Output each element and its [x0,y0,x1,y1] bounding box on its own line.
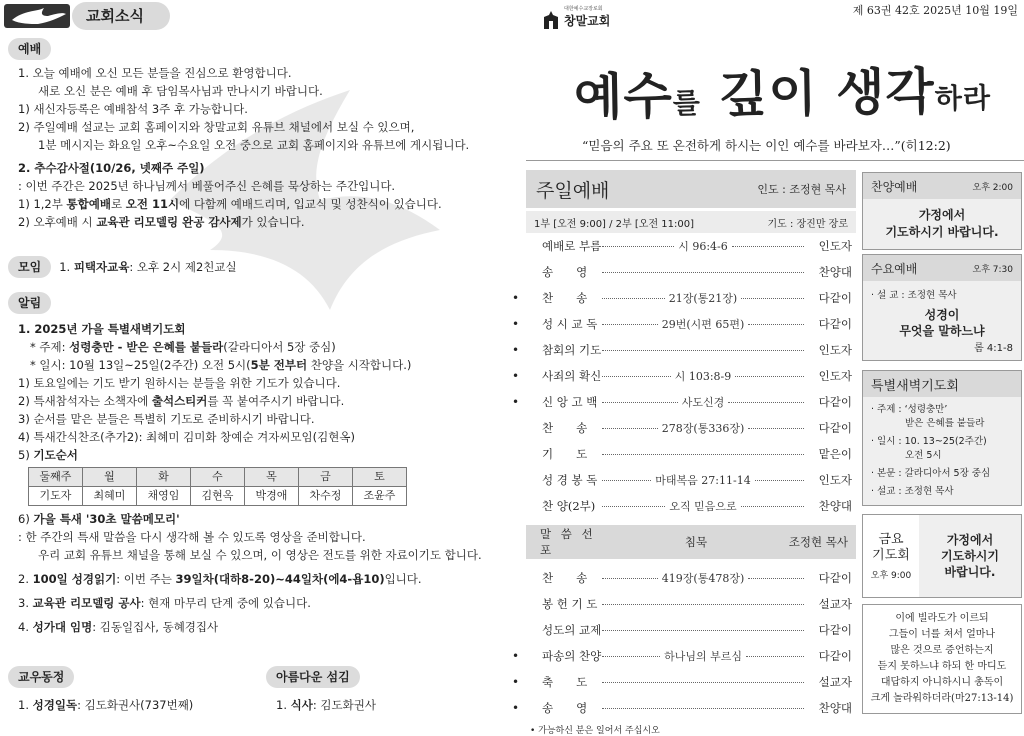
worship-news-body [8,64,469,231]
table-cell: 채영임 [137,487,191,506]
praise-note: 기도하시기 바랍니다. [885,225,999,239]
divider [526,160,1024,161]
leader-dots [728,402,804,403]
leader-dots [741,298,804,299]
order-row [512,285,856,311]
leader-dots [602,324,658,325]
wednesday-sermon: 무엇을 말하느냐 [899,324,985,338]
wednesday-time: 오후 7:30 [972,264,1013,275]
table-cell: 월 [83,468,137,487]
worship-order-list-2 [512,565,856,721]
special-line: · 본문 : 갈라디아서 5장 중심 [871,468,991,479]
order-detail: 하나님의 부르심 [664,650,742,663]
friday-title: 금요 [878,531,904,547]
wednesday-worship-box [862,254,1022,361]
news-header [4,2,170,30]
friday-note: 바랍니다. [944,565,996,579]
sermon-title: 침묵 [684,535,708,549]
order-person: 설교자 [818,597,852,611]
table-cell: 최혜미 [83,487,137,506]
worship-leader: 인도 : 조정현 목사 [757,183,846,196]
order-content [598,272,808,273]
order-detail: 시 96:4-6 [678,240,728,253]
order-content [598,498,808,514]
bullet-icon: • [512,701,520,715]
order-name: 봉 헌 기 도 [542,597,598,611]
special-title: 특별새벽기도회 [871,378,959,394]
order-row [526,415,856,441]
members-line: 1. 성경일독: 김도화권사(737번째) [18,698,194,712]
order-name: 사죄의 확신 [542,369,602,383]
order-person: 인도자 [818,473,852,487]
order-person: 설교자 [818,675,852,689]
bullet-icon: • [512,675,520,689]
order-row [526,617,856,643]
sunday-worship [512,170,856,736]
leader-dots [602,604,804,605]
order-person: 다같이 [818,291,852,305]
notice-line: 1. 2025년 가을 특별새벽기도회 [18,322,186,336]
news-line: 1분 메시지는 화요일 오후~수요일 오전 중으로 교회 홈페이지와 유튜브에 게시됩니다. [38,138,470,152]
leader-dots [602,682,804,683]
order-person: 찬양대 [818,265,852,279]
order-name: 찬 송 [542,571,588,585]
prayer-leader: 기도 : 장진만 장로 [767,218,848,230]
order-person: 찬양대 [818,499,852,513]
order-row [512,389,856,415]
leader-dots [748,324,804,325]
sunday-worship-title: 주일예배 [536,179,610,202]
leader-dots [602,454,804,455]
order-content [598,604,808,605]
table-row [29,468,407,487]
notice-line: 3) 순서를 맡은 분들은 특별히 기도로 준비하시기 바랍니다. [18,412,315,426]
order-person: 인도자 [818,369,852,383]
notice-line: * 주제: 성령충만 - 받은 은혜를 붙들라(갈라디아서 5장 중심) [30,340,336,354]
order-row [526,259,856,285]
praise-worship-box [862,172,1022,250]
order-row [512,643,856,669]
praise-note: 가정에서 [918,208,966,222]
order-name: 찬 양(2부) [542,499,596,513]
leader-dots [602,506,665,507]
wednesday-preacher: · 설 교 : 조정현 목사 [871,290,957,301]
news-line: 2) 주일예배 설교는 교회 홈페이지와 창말교회 유튜브 채널에서 보실 수 있으며, [18,120,415,134]
order-row [512,695,856,721]
notice-line: 2) 특새참석자는 소책자에 출석스티커를 꼭 붙여주시기 바랍니다. [18,394,345,408]
leader-dots [602,350,804,351]
members-label: 교우동정 [8,666,74,688]
table-cell: 김현옥 [191,487,245,506]
order-name: 송 영 [542,265,588,279]
order-person: 다같이 [818,317,852,331]
church-icon [542,11,560,29]
friday-prayer-box [862,514,1022,598]
order-detail: 시 103:8-9 [674,370,732,383]
bullet-icon: • [512,369,520,383]
worship-times [526,211,856,233]
service-line: 1. 식사: 김도화권사 [276,698,376,712]
special-line: 받은 은혜를 붙들라 [905,418,985,429]
bullet-icon: • [512,395,520,409]
meeting-label: 모임 [8,256,51,278]
special-line: · 일시 : 10. 13~25(2주간) [871,436,987,447]
bullet-icon: • [512,317,520,331]
bulletin-title: 예수를 깊이 생각하라 [573,61,992,127]
order-row [526,493,856,519]
notice-line: 4. 성가대 임명: 김동일집사, 동혜경집사 [18,620,219,634]
order-person: 인도자 [818,239,852,253]
order-content [598,238,808,254]
praise-title: 찬양예배 [871,179,918,194]
news-line: 2) 오후예배 시 교육관 리모델링 완공 감사제가 있습니다. [18,215,305,229]
worship-order-list [512,233,856,519]
special-line: · 설교 : 조정현 목사 [871,486,954,497]
table-cell: 화 [137,468,191,487]
order-name: 찬 송 [542,291,588,305]
news-line: 1) 1,2부 통합예배로 오전 11시에 다함께 예배드리며, 입교식 및 성찬식이 있습니다. [18,197,442,211]
news-line: 1. 오늘 예배에 오신 모든 분들을 진심으로 환영합니다. [18,66,292,80]
order-row [512,669,856,695]
order-name: 신 앙 고 백 [542,395,598,409]
notice-line: 1) 토요일에는 기도 받기 원하시는 분들을 위한 기도가 있습니다. [18,376,341,390]
friday-note: 가정에서 [946,533,994,547]
scripture-line: 크게 놀라워하더라(마27:13-14) [870,693,1014,704]
scripture-line: 그들이 너를 쳐서 얼마나 [888,629,996,640]
order-person: 다같이 [818,623,852,637]
notice-line: 2. 100일 성경읽기: 이번 주는 39일차(대하8-20)~44일차(에4-욥10)입니다. [18,572,422,586]
leader-dots [735,376,804,377]
wednesday-sermon: 성경이 [924,308,960,322]
news-line: : 이번 주간은 2025년 하나님께서 베풀어주신 은혜를 묵상하는 주간입니다. [18,179,396,193]
prayer-order-table [28,467,407,506]
order-row [512,363,856,389]
order-content [598,454,808,455]
scripture-line: 듣지 못하느냐 하되 한 마디도 [877,661,1007,672]
leader-dots [602,376,671,377]
scripture-line: 많은 것으로 증언하는지 [890,645,994,656]
special-line: · 주제 : ‘성령충만’ [871,404,948,415]
praise-time: 오후 2:00 [972,182,1013,193]
special-line: 오전 5시 [905,450,942,461]
order-detail: 278장(통336장) [661,422,745,435]
order-person: 인도자 [818,343,852,357]
leader-dots [755,480,804,481]
notice-line: 5) 기도순서 [18,448,78,462]
table-cell: 수 [191,468,245,487]
order-content [598,708,808,709]
table-cell: 둘째주 [29,468,83,487]
news-title: 교회소식 [72,2,170,30]
order-content [598,368,808,384]
table-cell: 목 [245,468,299,487]
order-name: 축 도 [542,675,588,689]
notice-line: : 한 주간의 특새 말씀을 다시 생각해 볼 수 있도록 영상을 준비합니다. [18,530,366,544]
order-name: 찬 송 [542,421,588,435]
order-person: 찬양대 [818,701,852,715]
sermon-bar [526,525,856,559]
order-content [598,570,808,586]
leader-dots [602,656,660,657]
order-detail: 21장(통21장) [668,292,738,305]
order-person: 다같이 [818,649,852,663]
church-news-page [0,0,512,720]
leader-dots [741,506,804,507]
bullet-icon: • [512,343,520,357]
leader-dots [602,272,804,273]
leader-dots [602,708,804,709]
order-person: 다같이 [818,421,852,435]
leader-dots [602,630,804,631]
leader-dots [748,428,804,429]
stand-note: • 가능하신 분은 일어서 주십시오 [530,726,660,736]
leader-dots [602,246,674,247]
scripture-line: 이에 빌라도가 이르되 [895,613,989,624]
order-content [598,682,808,683]
order-name: 기 도 [542,447,588,461]
table-cell: 조윤주 [353,487,407,506]
order-name: 파송의 찬양 [542,649,602,663]
order-content [598,290,808,306]
table-row [29,487,407,506]
order-row [526,441,856,467]
news-line: 1) 새신자등록은 예배참석 3주 후 가능합니다. [18,102,248,116]
order-row [512,311,856,337]
order-row [526,233,856,259]
notice-label: 알림 [8,292,51,314]
order-detail: 29번(시편 65편) [661,318,745,331]
order-row [526,467,856,493]
notice-section [8,292,51,314]
news-line: 새로 오신 분은 예배 후 담임목사님과 만나시기 바랍니다. [38,84,323,98]
order-person: 다같이 [818,395,852,409]
order-name: 성 경 봉 독 [542,473,598,487]
dove-logo-icon [4,4,70,28]
table-cell: 차수정 [299,487,353,506]
wednesday-title: 수요예배 [871,261,918,276]
meeting-line: 1. 피택자교육: 오후 2시 제2친교실 [59,260,237,274]
order-person: 맡은이 [818,447,852,461]
theme-verse: “믿음의 주요 또 온전하게 하시는 이인 예수를 바라보자…”(히12:2) [582,138,951,153]
table-cell: 기도자 [29,487,83,506]
order-name: 성도의 교제 [542,623,602,637]
order-name: 송 영 [542,701,588,715]
service-times: 1부 [오전 9:00] / 2부 [오전 11:00] [534,218,695,230]
order-detail: 419장(통478장) [661,572,745,585]
scripture-box [862,604,1022,714]
order-content [598,420,808,436]
table-cell: 토 [353,468,407,487]
thanksgiving-title: 2. 추수감사절(10/26, 넷째주 주일) [18,161,205,175]
church-denomination: 대한예수교장로회 [564,6,603,12]
friday-time: 오후 9:00 [870,570,912,581]
church-name: 창말교회 [564,14,611,28]
order-row [512,337,856,363]
order-name: 예배로 부름 [542,239,602,253]
leader-dots [602,480,651,481]
bulletin-page [512,0,1024,736]
meeting-section [8,256,237,278]
order-content [598,472,808,488]
order-detail: 마태복음 27:11-14 [655,474,751,487]
leader-dots [602,428,658,429]
order-content [598,630,808,631]
order-person: 다같이 [818,571,852,585]
friday-note: 기도하시기 [941,549,999,563]
leader-dots [732,246,804,247]
service-label: 아름다운 섬김 [266,666,360,688]
notice-line: 3. 교육관 리모델링 공사: 현재 마무리 단계 중에 있습니다. [18,596,311,610]
issue-info: 제 63권 42호 2025년 10월 19일 [852,4,1018,17]
notice-line: 우리 교회 유튜브 채널을 통해 보실 수 있으며, 이 영상은 전도를 위한 자료이기도 합니다. [38,548,482,562]
notice-line: 6) 가을 특새 '30초 말씀메모리' [18,512,180,526]
order-detail: 오직 믿음으로 [669,500,737,513]
service-section [266,666,376,714]
order-content [598,648,808,664]
table-cell: 금 [299,468,353,487]
order-detail: 사도신경 [681,396,725,409]
table-cell: 박경애 [245,487,299,506]
sunday-worship-header [526,170,856,208]
special-prayer-box [862,370,1022,506]
notice-line: * 일시: 10월 13일~25일(2주간) 오전 5시(5분 전부터 찬양을 시작합니다.) [30,358,412,372]
scripture-line: 대답하지 아니하시니 총독이 [880,677,1004,688]
order-content [598,394,808,410]
leader-dots [602,402,678,403]
order-row [526,591,856,617]
bullet-icon: • [512,649,520,663]
worship-news-section [8,38,51,60]
notice-body [8,320,482,636]
preacher: 조정현 목사 [788,535,848,549]
friday-title: 기도회 [872,547,910,563]
order-row [526,565,856,591]
notice-line: 4) 특새간식찬조(추가2): 최혜미 김미화 창예순 겨자씨모임(김현옥) [18,430,355,444]
worship-news-label: 예배 [8,38,51,60]
order-content [598,350,808,351]
leader-dots [748,578,804,579]
bullet-icon: • [512,291,520,305]
wednesday-ref: 롬 4:1-8 [974,343,1013,354]
order-name: 참회의 기도 [542,343,602,357]
leader-dots [602,578,658,579]
members-section [8,666,193,714]
order-name: 성 시 교 독 [542,317,598,331]
order-content [598,316,808,332]
leader-dots [746,656,804,657]
sermon-label: 말 씀 선 포 [540,527,596,557]
church-logo [542,4,610,29]
leader-dots [602,298,665,299]
